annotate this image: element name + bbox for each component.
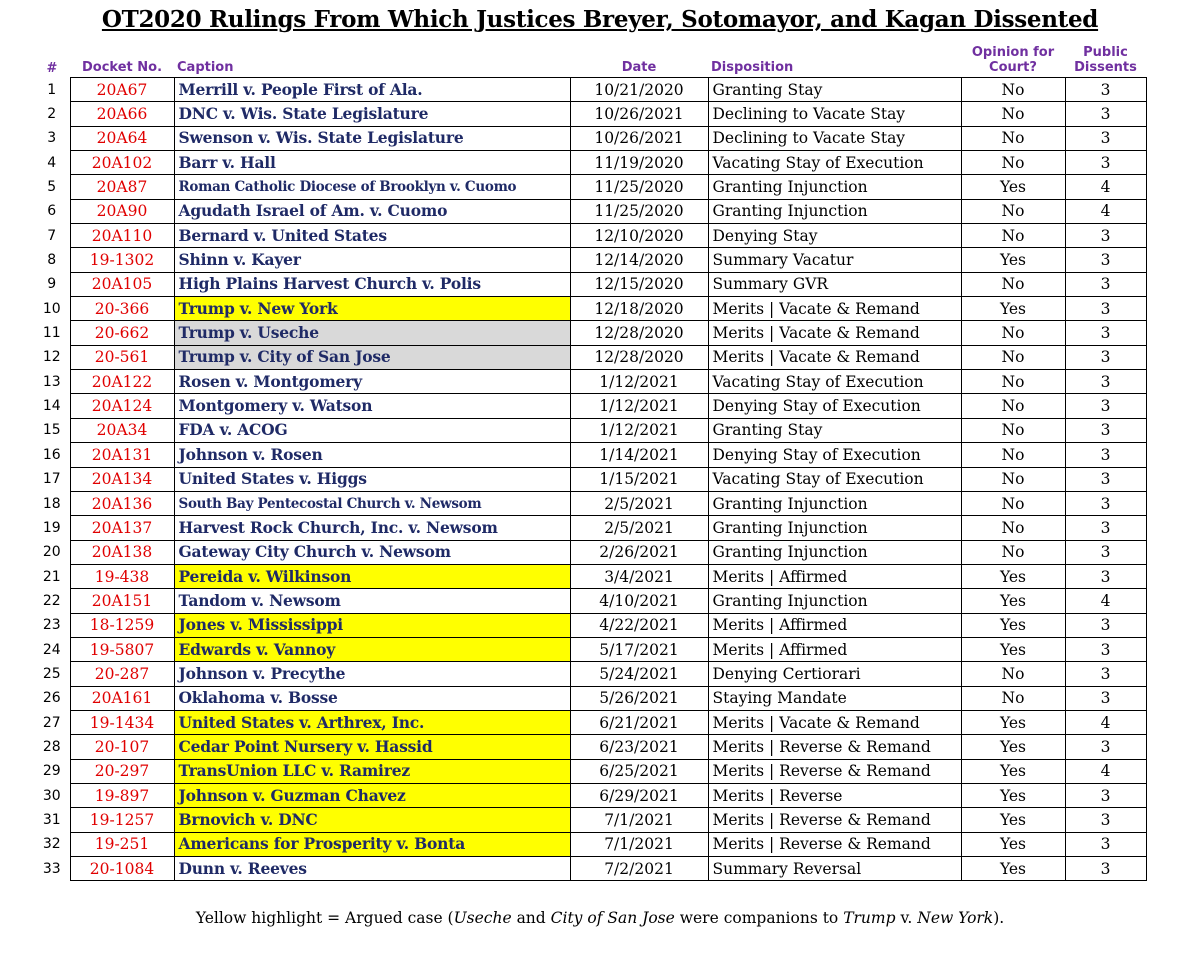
header-date: Date <box>621 60 657 75</box>
header-row <box>34 41 1146 78</box>
dissents-cell: 4 <box>1065 589 1146 613</box>
row-number: 1 <box>47 81 57 98</box>
opinion-cell: Yes <box>961 613 1065 637</box>
header-opinion <box>961 41 1065 78</box>
table-row <box>34 516 1146 540</box>
table-row <box>34 735 1146 759</box>
disposition-cell: Merits | Vacate & Remand <box>708 321 961 345</box>
disposition-cell: Declining to Vacate Stay <box>708 102 961 126</box>
header-opinion-line1: Opinion for <box>971 45 1055 60</box>
date-cell: 6/21/2021 <box>570 710 708 734</box>
caption-cell: Trump v. Useche <box>174 321 570 345</box>
caption-cell: Trump v. New York <box>174 297 570 321</box>
docket-cell: 20A136 <box>70 491 174 515</box>
dissents-cell: 3 <box>1065 151 1146 175</box>
docket-cell: 19-5807 <box>70 637 174 661</box>
caption-cell: Johnson v. Precythe <box>174 662 570 686</box>
opinion-cell: No <box>961 491 1065 515</box>
caption-cell: High Plains Harvest Church v. Polis <box>174 272 570 296</box>
footnote-trump: Trump <box>843 909 896 927</box>
table-row <box>34 808 1146 832</box>
date-cell: 6/25/2021 <box>570 759 708 783</box>
opinion-cell: Yes <box>961 857 1065 881</box>
caption-cell: Jones v. Mississippi <box>174 613 570 637</box>
row-number: 15 <box>42 422 61 439</box>
header-dissents-line1: Public <box>1083 45 1128 60</box>
opinion-cell: Yes <box>961 564 1065 588</box>
footnote-part5: ). <box>993 909 1005 927</box>
footnote-part3: were companions to <box>674 909 844 927</box>
date-cell: 1/12/2021 <box>570 394 708 418</box>
table-body <box>34 78 1146 881</box>
disposition-cell: Denying Stay <box>708 224 961 248</box>
opinion-cell: No <box>961 126 1065 150</box>
row-number: 26 <box>42 690 61 707</box>
header-opinion-line2: Court? <box>989 60 1037 75</box>
row-number: 13 <box>42 373 61 390</box>
disposition-cell: Merits | Reverse & Remand <box>708 832 961 856</box>
disposition-cell: Granting Injunction <box>708 175 961 199</box>
dissents-cell: 3 <box>1065 102 1146 126</box>
header-caption: Caption <box>177 60 234 75</box>
date-cell: 1/14/2021 <box>570 443 708 467</box>
table-row <box>34 102 1146 126</box>
caption-cell: Edwards v. Vannoy <box>174 637 570 661</box>
date-cell: 4/10/2021 <box>570 589 708 613</box>
row-number: 10 <box>42 300 61 317</box>
row-number: 5 <box>47 179 57 196</box>
date-cell: 10/26/2021 <box>570 102 708 126</box>
caption-cell: Swenson v. Wis. State Legislature <box>174 126 570 150</box>
opinion-cell: Yes <box>961 297 1065 321</box>
date-cell: 10/21/2020 <box>570 78 708 102</box>
caption-cell: Johnson v. Rosen <box>174 443 570 467</box>
docket-cell: 20-1084 <box>70 857 174 881</box>
table-row <box>34 199 1146 223</box>
date-cell: 1/12/2021 <box>570 418 708 442</box>
row-number: 22 <box>42 592 61 609</box>
caption-cell: Trump v. City of San Jose <box>174 345 570 369</box>
table-row <box>34 613 1146 637</box>
dissents-cell: 3 <box>1065 224 1146 248</box>
disposition-cell: Merits | Vacate & Remand <box>708 297 961 321</box>
table-row <box>34 224 1146 248</box>
caption-cell: Roman Catholic Diocese of Brooklyn v. Cuomo <box>174 175 570 199</box>
opinion-cell: Yes <box>961 783 1065 807</box>
disposition-cell: Granting Injunction <box>708 589 961 613</box>
docket-cell: 19-1257 <box>70 808 174 832</box>
dissents-cell: 3 <box>1065 272 1146 296</box>
row-number: 14 <box>42 398 61 415</box>
dissents-cell: 3 <box>1065 248 1146 272</box>
opinion-cell: No <box>961 394 1065 418</box>
docket-cell: 20-662 <box>70 321 174 345</box>
opinion-cell: No <box>961 321 1065 345</box>
date-cell: 2/26/2021 <box>570 540 708 564</box>
date-cell: 7/1/2021 <box>570 832 708 856</box>
docket-cell: 20A66 <box>70 102 174 126</box>
opinion-cell: No <box>961 272 1065 296</box>
row-number: 6 <box>47 203 57 220</box>
disposition-cell: Summary Reversal <box>708 857 961 881</box>
disposition-cell: Vacating Stay of Execution <box>708 370 961 394</box>
header-dissents <box>1065 41 1146 78</box>
dissents-cell: 3 <box>1065 686 1146 710</box>
disposition-cell: Summary GVR <box>708 272 961 296</box>
table-row <box>34 272 1146 296</box>
docket-cell: 20-297 <box>70 759 174 783</box>
row-number: 17 <box>42 471 61 488</box>
date-cell: 12/28/2020 <box>570 321 708 345</box>
opinion-cell: No <box>961 199 1065 223</box>
dissents-cell: 3 <box>1065 832 1146 856</box>
table-row <box>34 491 1146 515</box>
opinion-cell: Yes <box>961 808 1065 832</box>
docket-cell: 20-561 <box>70 345 174 369</box>
table-row <box>34 443 1146 467</box>
docket-cell: 19-251 <box>70 832 174 856</box>
row-number: 2 <box>47 106 57 123</box>
docket-cell: 20-107 <box>70 735 174 759</box>
caption-cell: Johnson v. Guzman Chavez <box>174 783 570 807</box>
disposition-cell: Merits | Reverse <box>708 783 961 807</box>
caption-cell: United States v. Higgs <box>174 467 570 491</box>
opinion-cell: No <box>961 224 1065 248</box>
dissents-cell: 3 <box>1065 516 1146 540</box>
table-row <box>34 759 1146 783</box>
caption-cell: Gateway City Church v. Newsom <box>174 540 570 564</box>
footnote-useche: Useche <box>453 909 512 927</box>
caption-cell: Pereida v. Wilkinson <box>174 564 570 588</box>
caption-cell: Tandom v. Newsom <box>174 589 570 613</box>
caption-cell: United States v. Arthrex, Inc. <box>174 710 570 734</box>
disposition-cell: Staying Mandate <box>708 686 961 710</box>
caption-cell: Bernard v. United States <box>174 224 570 248</box>
footnote-part4: v. <box>895 909 918 927</box>
caption-cell: Brnovich v. DNC <box>174 808 570 832</box>
row-number: 23 <box>42 617 61 634</box>
footnote-new-york: New York <box>917 909 994 927</box>
date-cell: 12/10/2020 <box>570 224 708 248</box>
docket-cell: 20A137 <box>70 516 174 540</box>
dissents-cell: 3 <box>1065 564 1146 588</box>
opinion-cell: Yes <box>961 637 1065 661</box>
disposition-cell: Merits | Affirmed <box>708 637 961 661</box>
disposition-cell: Vacating Stay of Execution <box>708 467 961 491</box>
caption-cell: Agudath Israel of Am. v. Cuomo <box>174 199 570 223</box>
date-cell: 6/29/2021 <box>570 783 708 807</box>
dissents-cell: 3 <box>1065 443 1146 467</box>
disposition-cell: Denying Stay of Execution <box>708 443 961 467</box>
row-number: 19 <box>42 519 61 536</box>
docket-cell: 19-1302 <box>70 248 174 272</box>
dissents-cell: 3 <box>1065 126 1146 150</box>
table-row <box>34 175 1146 199</box>
row-number: 18 <box>42 495 61 512</box>
table-row <box>34 662 1146 686</box>
footnote-part1: Yellow highlight = Argued case ( <box>195 909 454 927</box>
docket-cell: 20A67 <box>70 78 174 102</box>
table-row <box>34 248 1146 272</box>
disposition-cell: Merits | Reverse & Remand <box>708 759 961 783</box>
opinion-cell: No <box>961 443 1065 467</box>
table-row <box>34 297 1146 321</box>
docket-cell: 20A161 <box>70 686 174 710</box>
dissents-cell: 3 <box>1065 662 1146 686</box>
table-row <box>34 564 1146 588</box>
row-number: 20 <box>42 544 61 561</box>
dissents-cell: 4 <box>1065 759 1146 783</box>
table-row <box>34 783 1146 807</box>
table-row <box>34 78 1146 102</box>
opinion-cell: No <box>961 662 1065 686</box>
dissents-cell: 3 <box>1065 467 1146 491</box>
opinion-cell: Yes <box>961 175 1065 199</box>
caption-cell: Dunn v. Reeves <box>174 857 570 881</box>
rulings-table <box>34 41 1147 881</box>
row-number: 33 <box>42 860 61 877</box>
opinion-cell: No <box>961 345 1065 369</box>
date-cell: 5/26/2021 <box>570 686 708 710</box>
docket-cell: 20A110 <box>70 224 174 248</box>
dissents-cell: 3 <box>1065 637 1146 661</box>
docket-cell: 20A87 <box>70 175 174 199</box>
opinion-cell: Yes <box>961 735 1065 759</box>
dissents-cell: 4 <box>1065 199 1146 223</box>
caption-cell: Harvest Rock Church, Inc. v. Newsom <box>174 516 570 540</box>
row-number: 12 <box>42 349 61 366</box>
dissents-cell: 4 <box>1065 710 1146 734</box>
docket-cell: 20A124 <box>70 394 174 418</box>
opinion-cell: No <box>961 686 1065 710</box>
caption-cell: Shinn v. Kayer <box>174 248 570 272</box>
row-number: 8 <box>47 252 57 269</box>
opinion-cell: No <box>961 418 1065 442</box>
row-number: 29 <box>42 763 61 780</box>
disposition-cell: Merits | Affirmed <box>708 613 961 637</box>
page-title: OT2020 Rulings From Which Justices Breyer, Sotomayor, and Kagan Dissented <box>101 6 1099 33</box>
disposition-cell: Denying Stay of Execution <box>708 394 961 418</box>
docket-cell: 20A151 <box>70 589 174 613</box>
docket-cell: 20A105 <box>70 272 174 296</box>
opinion-cell: Yes <box>961 832 1065 856</box>
dissents-cell: 3 <box>1065 345 1146 369</box>
disposition-cell: Merits | Vacate & Remand <box>708 345 961 369</box>
header-docket: Docket No. <box>81 60 163 75</box>
dissents-cell: 3 <box>1065 370 1146 394</box>
row-number: 27 <box>42 714 61 731</box>
docket-cell: 19-897 <box>70 783 174 807</box>
row-number: 16 <box>42 446 61 463</box>
dissents-cell: 4 <box>1065 175 1146 199</box>
opinion-cell: No <box>961 467 1065 491</box>
caption-cell: Merrill v. People First of Ala. <box>174 78 570 102</box>
row-number: 3 <box>47 130 57 147</box>
disposition-cell: Granting Stay <box>708 418 961 442</box>
row-number: 21 <box>42 568 61 585</box>
disposition-cell: Merits | Reverse & Remand <box>708 808 961 832</box>
header-disposition: Disposition <box>711 60 794 75</box>
date-cell: 2/5/2021 <box>570 491 708 515</box>
table-row <box>34 321 1146 345</box>
docket-cell: 18-1259 <box>70 613 174 637</box>
opinion-cell: Yes <box>961 589 1065 613</box>
table-row <box>34 637 1146 661</box>
disposition-cell: Granting Injunction <box>708 199 961 223</box>
row-number: 7 <box>47 227 57 244</box>
table-row <box>34 832 1146 856</box>
docket-cell: 20A90 <box>70 199 174 223</box>
table-row <box>34 126 1146 150</box>
row-number: 25 <box>42 665 61 682</box>
date-cell: 11/25/2020 <box>570 175 708 199</box>
dissents-cell: 3 <box>1065 491 1146 515</box>
docket-cell: 20A134 <box>70 467 174 491</box>
disposition-cell: Granting Injunction <box>708 516 961 540</box>
disposition-cell: Merits | Affirmed <box>708 564 961 588</box>
dissents-cell: 3 <box>1065 540 1146 564</box>
docket-cell: 20A122 <box>70 370 174 394</box>
table-row <box>34 418 1146 442</box>
dissents-cell: 3 <box>1065 808 1146 832</box>
docket-cell: 20-366 <box>70 297 174 321</box>
date-cell: 2/5/2021 <box>570 516 708 540</box>
date-cell: 1/12/2021 <box>570 370 708 394</box>
date-cell: 5/17/2021 <box>570 637 708 661</box>
table-row <box>34 857 1146 881</box>
caption-cell: South Bay Pentecostal Church v. Newsom <box>174 491 570 515</box>
table-row <box>34 710 1146 734</box>
row-number: 24 <box>42 641 61 658</box>
docket-cell: 20A34 <box>70 418 174 442</box>
date-cell: 12/28/2020 <box>570 345 708 369</box>
dissents-cell: 3 <box>1065 613 1146 637</box>
dissents-cell: 3 <box>1065 78 1146 102</box>
date-cell: 12/14/2020 <box>570 248 708 272</box>
row-number: 4 <box>47 154 57 171</box>
dissents-cell: 3 <box>1065 394 1146 418</box>
row-number: 32 <box>42 836 61 853</box>
caption-cell: Montgomery v. Watson <box>174 394 570 418</box>
caption-cell: Rosen v. Montgomery <box>174 370 570 394</box>
docket-cell: 20-287 <box>70 662 174 686</box>
date-cell: 1/15/2021 <box>570 467 708 491</box>
disposition-cell: Granting Injunction <box>708 491 961 515</box>
caption-cell: FDA v. ACOG <box>174 418 570 442</box>
disposition-cell: Granting Injunction <box>708 540 961 564</box>
footnote-san-jose: City of San Jose <box>550 909 675 927</box>
docket-cell: 20A64 <box>70 126 174 150</box>
caption-cell: TransUnion LLC v. Ramirez <box>174 759 570 783</box>
opinion-cell: No <box>961 78 1065 102</box>
row-number: 31 <box>42 811 61 828</box>
table-row <box>34 540 1146 564</box>
date-cell: 10/26/2021 <box>570 126 708 150</box>
table-row <box>34 467 1146 491</box>
disposition-cell: Granting Stay <box>708 78 961 102</box>
dissents-cell: 3 <box>1065 321 1146 345</box>
date-cell: 5/24/2021 <box>570 662 708 686</box>
dissents-cell: 3 <box>1065 418 1146 442</box>
opinion-cell: No <box>961 151 1065 175</box>
docket-cell: 19-1434 <box>70 710 174 734</box>
table-row <box>34 151 1146 175</box>
date-cell: 3/4/2021 <box>570 564 708 588</box>
table-row <box>34 589 1146 613</box>
dissents-cell: 3 <box>1065 297 1146 321</box>
dissents-cell: 3 <box>1065 783 1146 807</box>
footnote <box>0 909 1200 927</box>
date-cell: 11/19/2020 <box>570 151 708 175</box>
docket-cell: 20A102 <box>70 151 174 175</box>
caption-cell: Americans for Prosperity v. Bonta <box>174 832 570 856</box>
opinion-cell: No <box>961 540 1065 564</box>
disposition-cell: Merits | Vacate & Remand <box>708 710 961 734</box>
disposition-cell: Declining to Vacate Stay <box>708 126 961 150</box>
date-cell: 11/25/2020 <box>570 199 708 223</box>
docket-cell: 19-438 <box>70 564 174 588</box>
header-num: # <box>46 60 58 76</box>
table-row <box>34 394 1146 418</box>
footnote-part2: and <box>511 909 551 927</box>
caption-cell: Cedar Point Nursery v. Hassid <box>174 735 570 759</box>
caption-cell: Barr v. Hall <box>174 151 570 175</box>
header-dissents-line2: Dissents <box>1074 60 1137 75</box>
disposition-cell: Denying Certiorari <box>708 662 961 686</box>
opinion-cell: No <box>961 516 1065 540</box>
dissents-cell: 3 <box>1065 735 1146 759</box>
row-number: 9 <box>47 276 57 293</box>
table-row <box>34 686 1146 710</box>
disposition-cell: Vacating Stay of Execution <box>708 151 961 175</box>
date-cell: 7/2/2021 <box>570 857 708 881</box>
table-row <box>34 345 1146 369</box>
caption-cell: Oklahoma v. Bosse <box>174 686 570 710</box>
date-cell: 12/15/2020 <box>570 272 708 296</box>
opinion-cell: No <box>961 370 1065 394</box>
caption-cell: DNC v. Wis. State Legislature <box>174 102 570 126</box>
disposition-cell: Summary Vacatur <box>708 248 961 272</box>
date-cell: 4/22/2021 <box>570 613 708 637</box>
date-cell: 7/1/2021 <box>570 808 708 832</box>
row-number: 30 <box>42 787 61 804</box>
date-cell: 12/18/2020 <box>570 297 708 321</box>
table-row <box>34 370 1146 394</box>
opinion-cell: Yes <box>961 248 1065 272</box>
docket-cell: 20A138 <box>70 540 174 564</box>
opinion-cell: Yes <box>961 710 1065 734</box>
row-number: 11 <box>42 325 61 342</box>
opinion-cell: No <box>961 102 1065 126</box>
opinion-cell: Yes <box>961 759 1065 783</box>
dissents-cell: 3 <box>1065 857 1146 881</box>
docket-cell: 20A131 <box>70 443 174 467</box>
disposition-cell: Merits | Reverse & Remand <box>708 735 961 759</box>
row-number: 28 <box>42 738 61 755</box>
date-cell: 6/23/2021 <box>570 735 708 759</box>
